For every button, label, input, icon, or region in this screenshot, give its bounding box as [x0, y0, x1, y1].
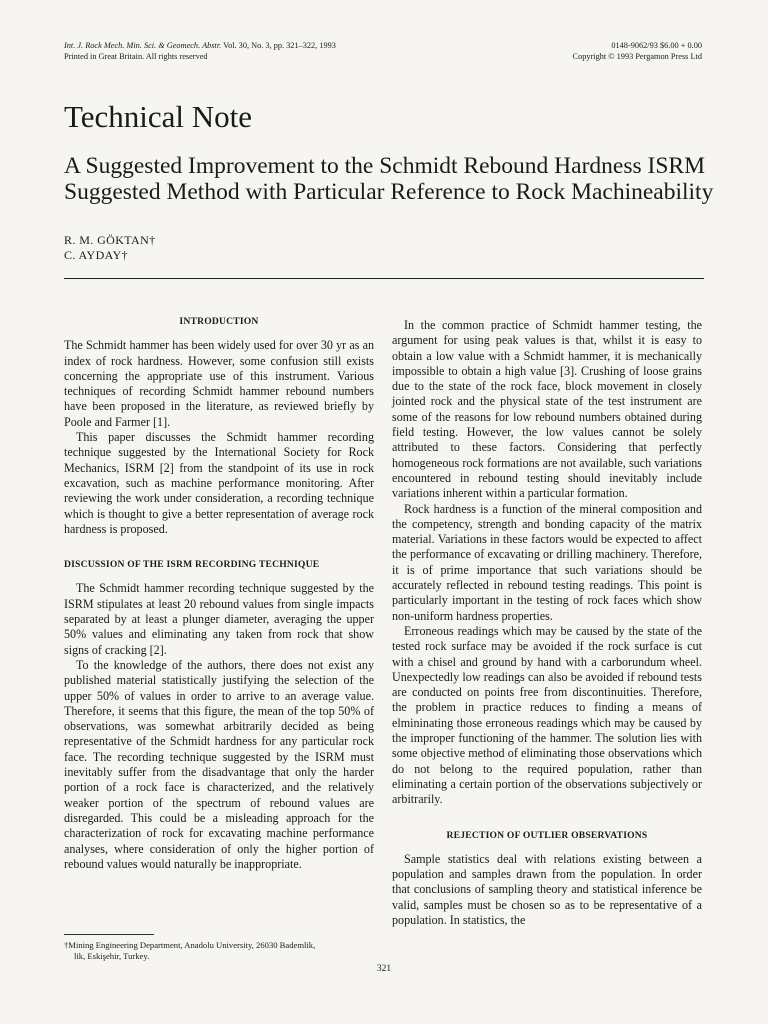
body-paragraph-2: Rock hardness is a function of the mineral composition and the competency, strength and bonding capacity of the matrix material. Variations in these factors would be expected to affect the performance of excavating or drilling machinery. Therefore, it is of prime importance that such variations should be accurately reflected in rebound testing readings. This point is particularly important in the testing of rock faces which show non-uniform hardness properties. — [392, 501, 702, 623]
rejection-paragraph-1: Sample statistics deal with relations existing between a population and samples drawn from the population. In order that conclusions of sampling theory and statistical inference be valid, samples must be chosen so as to be representative of a population. In statistics, the — [392, 851, 702, 927]
journal-citation-line — [64, 40, 336, 51]
right-column — [392, 318, 702, 928]
discussion-heading: DISCUSSION OF THE ISRM RECORDING TECHNIQUE — [64, 559, 320, 571]
footnote-line-2: lik, Eskişehir, Turkey. — [74, 951, 150, 961]
discussion-paragraph-1: The Schmidt hammer recording technique suggested by the ISRM stipulates at least 20 rebound values from single impacts separated by at least a plunger diameter, averaging the upper 50% values and eliminating any taken from rock that show signs of cracking [2]. — [64, 581, 374, 657]
rejection-heading: REJECTION OF OUTLIER OBSERVATIONS — [446, 829, 648, 841]
author-2: C. AYDAY† — [64, 248, 129, 262]
body-paragraph-1: In the common practice of Schmidt hammer testing, the argument for using peak values is that, whilst it is easy to obtain a low value with a Schmidt hammer, it is mechanically impossible to obtain a high value [3]. Crushing of loose grains due to the state of the rock face, block movement in closely jointed rock and the physical state of the test instrument are some of the reasons for low rebound numbers obtained during field testing. However, the low values cannot be solely attributed to these factors. Considering that perfectly homogeneous rock formations are not available, such variations encountered in rebound testing should inevitably include variations inherent within a particular formation. — [392, 318, 702, 501]
page-number: 321 — [376, 964, 392, 974]
introduction-paragraph-1: The Schmidt hammer has been widely used for over 30 yr as an index of rock hardness. However, some confusion still exists concerning the appropriate use of this instrument. Various techniques of recording Schmidt hammer rebound numbers have been proposed in the literature, as reviewed briefly by Poole and Farmer [1]. — [64, 338, 374, 429]
journal-name: Int. J. Rock Mech. Min. Sci. & Geomech. Abstr. — [64, 41, 222, 50]
journal-volume: Vol. 30, No. 3, pp. 321–322, 1993 — [221, 41, 336, 50]
article-title: A Suggested Improvement to the Schmidt Rebound Hardness ISRM Suggested Method with Particular Reference to Rock Machineability — [64, 153, 714, 205]
introduction-paragraph-2: This paper discusses the Schmidt hammer recording technique suggested by the International Society for Rock Mechanics, ISRM [2] from the standpoint of its use in rock excavation, such as machine performance monitoring. After reviewing the work under consideration, a recording technique which is thought to give a better representation of average rock hardness is proposed. — [64, 430, 374, 536]
affiliation-footnote — [64, 940, 380, 962]
author-list — [64, 233, 156, 263]
body-paragraph-3: Erroneous readings which may be caused by the state of the tested rock surface may be avoided if the rock surface is cut with a chisel and ground by hand with a carborundum wheel. Unexpectedly low readings can also be avoided if rebound tests are conducted on points free from discontinuities. Therefore, the problem in practice reduces to finding a means of elmininating those erroneous readings which may be caused by the improper functioning of the hammer. The solution lies with some objective method of eliminating those observations which do not belong to the required population, rather than eliminating a certain portion of the observations subjectively or arbitrarily. — [392, 623, 702, 807]
introduction-heading: INTRODUCTION — [179, 316, 259, 327]
title-divider — [64, 278, 704, 279]
author-1: R. M. GÖKTAN† — [64, 233, 156, 247]
discussion-paragraph-2: To the knowledge of the authors, there does not exist any published material statistically justifying the selection of the upper 50% of values in order to arrive to an average value. Therefore, it seems that this figure, the mean of the top 50% of observations, was somewhat arbitrarily decided as being representative of the Schmidt hardness for any particular rock face. The recording technique suggested by the ISRM must inevitably suffer from the disadvantage that only the harder portion of a rock face is characterized, and the relatively weaker portion of the spectrum of rebound values are disregarded. This could be a misleading approach for the characterization of rock for excavating machine performance analyses, where consideration of only the higher portion of rebound values would naturally be inappropriate. — [64, 657, 374, 871]
issn-price: 0148-9062/93 $6.00 + 0.00 — [611, 41, 702, 50]
footnote-line-1: †Mining Engineering Department, Anadolu University, 26030 Bademlik, — [64, 940, 316, 950]
printed-notice: Printed in Great Britain. All rights reserved — [64, 52, 208, 61]
copyright-notice: Copyright © 1993 Pergamon Press Ltd — [572, 52, 702, 61]
journal-header-left — [64, 40, 336, 62]
footnote-divider — [64, 934, 154, 935]
left-column — [64, 314, 374, 872]
journal-header-right — [573, 40, 702, 62]
article-type-label: Technical Note — [64, 99, 253, 134]
